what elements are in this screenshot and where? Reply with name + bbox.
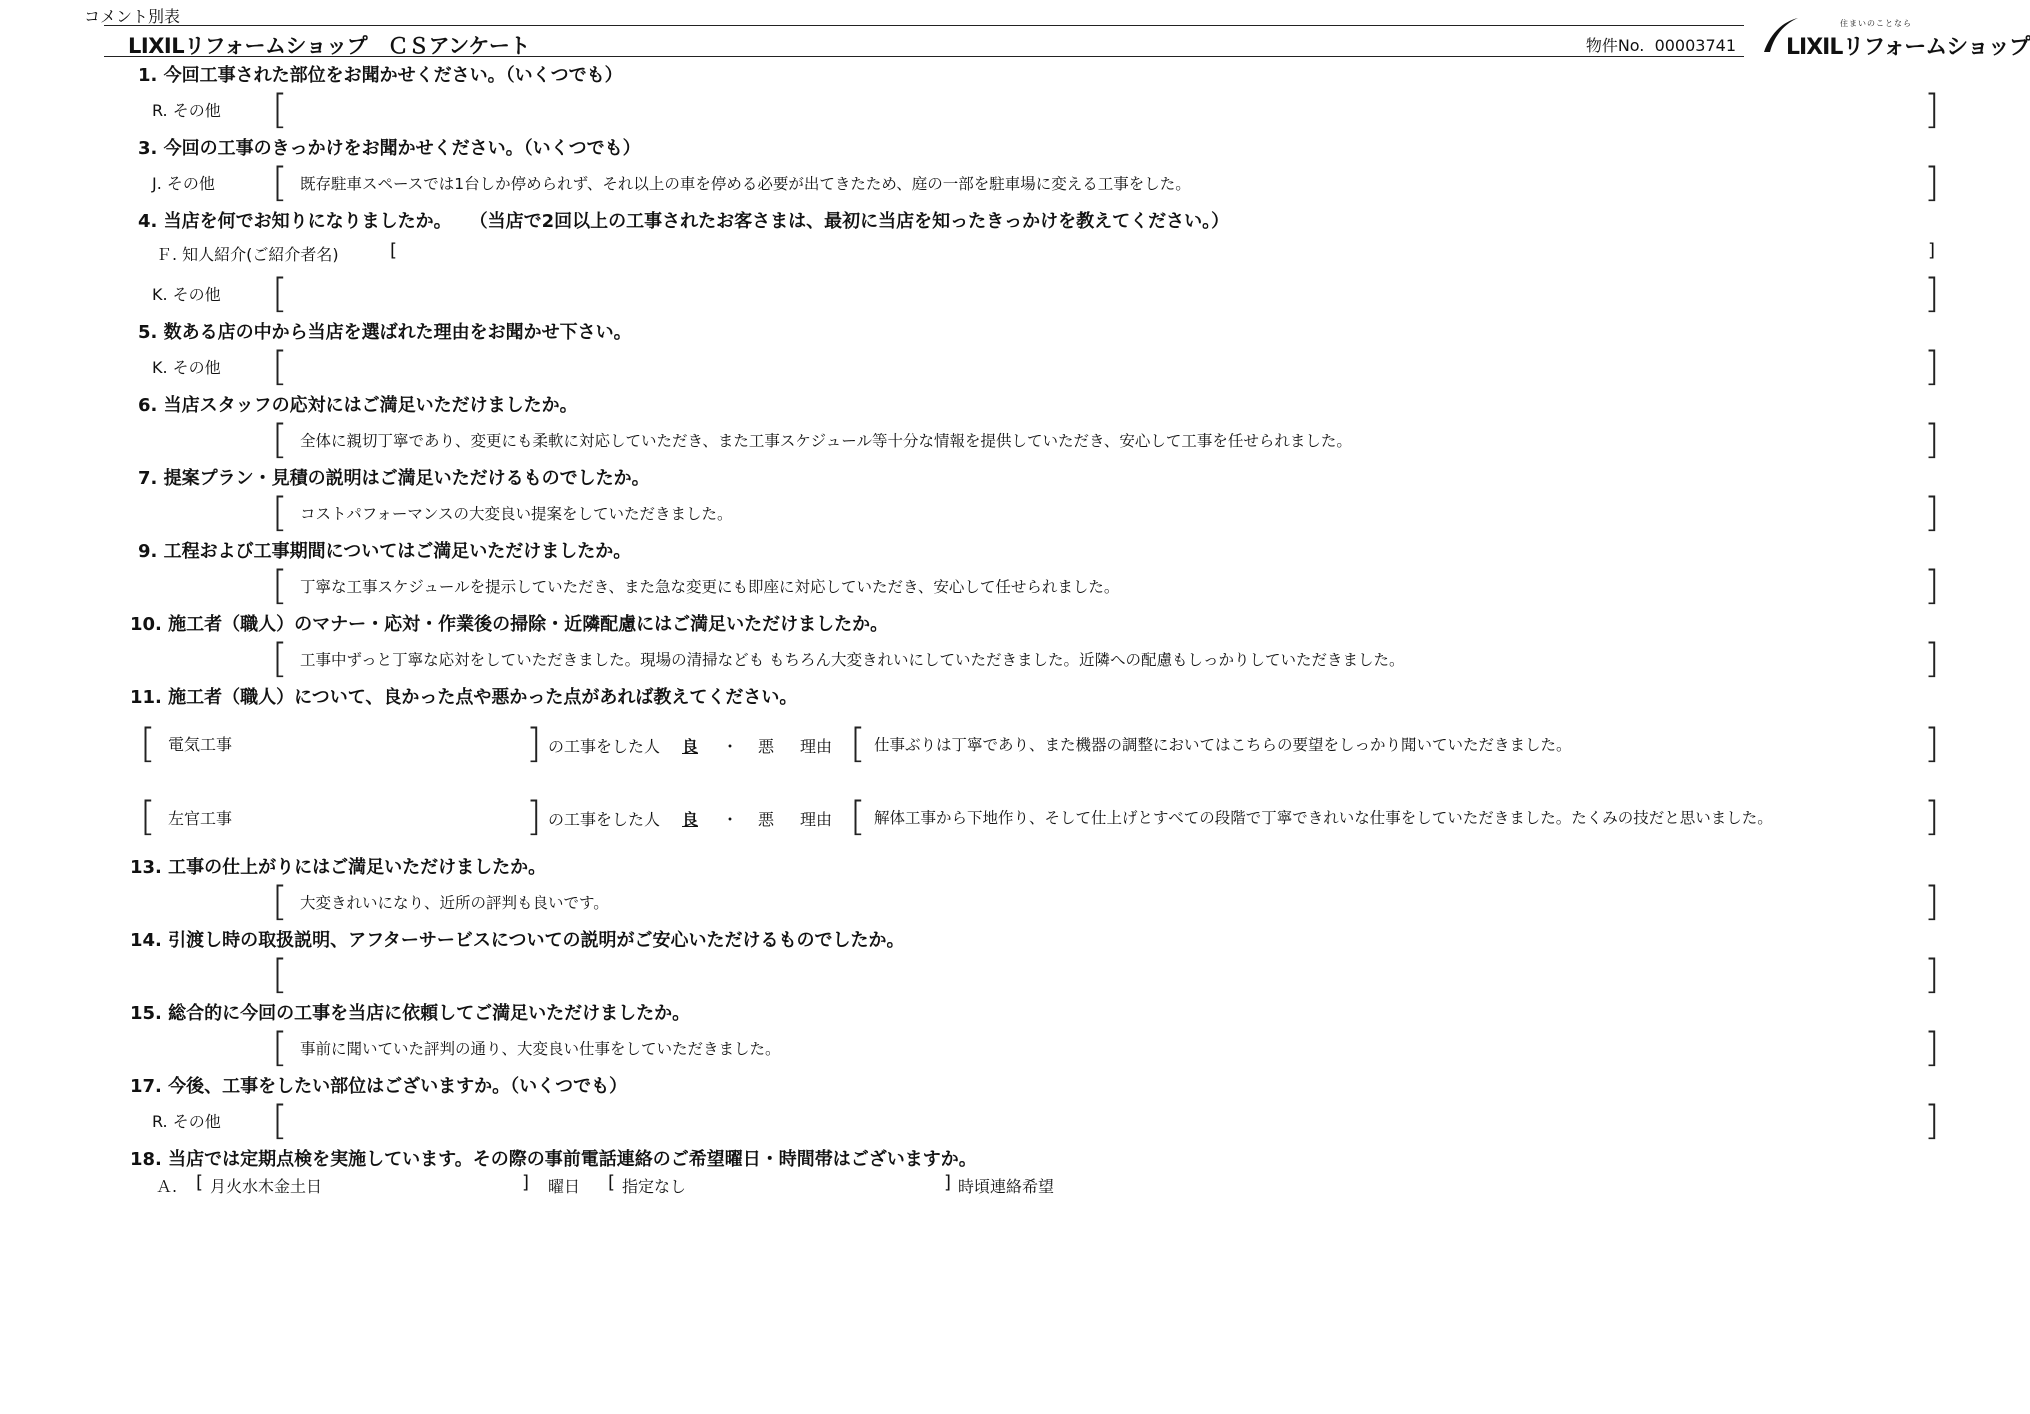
q4-question: 4. 当店を何でお知りになりましたか。 （当店で2回以上の工事されたお客さまは、最初に当店を知ったきっかけを教えてください。） (138, 211, 1230, 232)
q3-close-bracket: ] (1924, 160, 1940, 206)
q11-row2-dot: ・ (722, 810, 739, 829)
q18-days-suffix: 曜日 (548, 1177, 581, 1196)
q9-answer: 丁寧な工事スケジュールを提示していただき、また急な変更にも即座に対応していただき、安心して任せられました。 (300, 578, 1120, 596)
q6-open-bracket: [ (272, 417, 288, 463)
q14-question: 14. 引渡し時の取扱説明、アフターサービスについての説明がご安心いただけるものでしたか。 (130, 930, 905, 951)
q3-open-bracket: [ (272, 160, 288, 206)
q14-close-bracket: ] (1924, 952, 1940, 998)
property-number (1586, 33, 1736, 56)
q10-open-bracket: [ (272, 636, 288, 682)
q7-answer: コストパフォーマンスの大変良い提案をしていただきました。 (300, 505, 733, 523)
q6-close-bracket: ] (1924, 417, 1940, 463)
q4-f-close-bracket: ] (1928, 240, 1936, 261)
q11-row1-good: 良 (682, 737, 699, 756)
q4-k-close-bracket: ] (1924, 271, 1940, 317)
q11-row1-trade: 電気工事 (168, 735, 233, 754)
q11-row1-trade-open-bracket: [ (140, 721, 156, 767)
q11-row1-reason: 仕事ぶりは丁寧であり、また機器の調整においてはこちらの要望をしっかり聞いていただきました。 (874, 736, 1572, 754)
q3-answer: 既存駐車スペースでは1台しか停められず、それ以上の車を停める必要が出てきたため、庭の一部を駐車場に変える工事をした。 (300, 175, 1191, 193)
q18-days-close-bracket: ] (522, 1172, 530, 1193)
q13-answer: 大変きれいになり、近所の評判も良いです。 (300, 894, 609, 912)
lixil-logo (1760, 14, 2030, 60)
q11-row2-good: 良 (682, 810, 699, 829)
q7-question: 7. 提案プラン・見積の説明はご満足いただけるものでしたか。 (138, 468, 650, 489)
header-bottom-rule (104, 56, 1744, 57)
q18-days-open-bracket: [ (196, 1172, 204, 1193)
q11-row1-reason-label: 理由 (800, 737, 833, 756)
q1-option: R. その他 (152, 101, 221, 120)
q14-open-bracket: [ (272, 952, 288, 998)
q4-k-open-bracket: [ (272, 271, 288, 317)
q11-row1-reason-close-bracket: ] (1924, 721, 1940, 767)
q5-close-bracket: ] (1924, 344, 1940, 390)
q11-row2-worker-label: の工事をした人 (548, 810, 661, 829)
q17-close-bracket: ] (1924, 1098, 1940, 1144)
q18-time-open-bracket: [ (608, 1172, 616, 1193)
q11-row2-bad: 悪 (758, 810, 775, 829)
q6-question: 6. 当店スタッフの応対にはご満足いただけましたか。 (138, 395, 578, 416)
q15-question: 15. 総合的に今回の工事を当店に依頼してご満足いただけましたか。 (130, 1003, 691, 1024)
q15-open-bracket: [ (272, 1025, 288, 1071)
q17-option: R. その他 (152, 1112, 221, 1131)
q5-option: K. その他 (152, 358, 221, 377)
q11-row2-trade-open-bracket: [ (140, 794, 156, 840)
property-label: 物件No. (1585, 36, 1645, 55)
q7-close-bracket: ] (1924, 490, 1940, 536)
q18-option: Ａ. (156, 1177, 178, 1196)
q15-close-bracket: ] (1924, 1025, 1940, 1071)
q11-row1-bad: 悪 (758, 737, 775, 756)
q13-question: 13. 工事の仕上がりにはご満足いただけましたか。 (130, 857, 547, 878)
q11-row1-dot: ・ (722, 737, 739, 756)
q11-row2-reason-label: 理由 (800, 810, 833, 829)
q18-time-close-bracket: ] (944, 1172, 952, 1193)
logo-name: LIXILリフォームショップ (1786, 35, 2030, 60)
q13-open-bracket: [ (272, 879, 288, 925)
q4-f-open-bracket: [ (390, 240, 398, 261)
q18-time-suffix: 時頃連絡希望 (958, 1177, 1055, 1196)
q10-question: 10. 施工者（職人）のマナー・応対・作業後の掃除・近隣配慮にはご満足いただけましたか。 (130, 614, 889, 635)
q4-option-k: K. その他 (152, 285, 221, 304)
q1-question: 1. 今回工事された部位をお聞かせください。（いくつでも） (138, 65, 623, 86)
q11-row2-reason: 解体工事から下地作り、そして仕上げとすべての段階で丁寧できれいな仕事をしていただきました。たくみの技だと思いました。 (874, 809, 1773, 827)
q11-row1-worker-label: の工事をした人 (548, 737, 661, 756)
logo-tagline: 住まいのことなら (1840, 19, 1912, 28)
q10-close-bracket: ] (1924, 636, 1940, 682)
q17-open-bracket: [ (272, 1098, 288, 1144)
q18-question: 18. 当店では定期点検を実施しています。その際の事前電話連絡のご希望曜日・時間帯はございますか。 (130, 1149, 977, 1170)
q18-days: 月火水木金土日 (210, 1177, 323, 1196)
q4-option-f: Ｆ. 知人紹介(ご紹介者名) (156, 245, 339, 264)
q1-open-bracket: [ (272, 87, 288, 133)
q5-open-bracket: [ (272, 344, 288, 390)
q5-question: 5. 数ある店の中から当店を選ばれた理由をお聞かせ下さい。 (138, 322, 632, 343)
q1-close-bracket: ] (1924, 87, 1940, 133)
q18-time: 指定なし (622, 1177, 687, 1196)
q11-question: 11. 施工者（職人）について、良かった点や悪かった点があれば教えてください。 (130, 687, 798, 708)
q3-question: 3. 今回の工事のきっかけをお聞かせください。（いくつでも） (138, 138, 641, 159)
q15-answer: 事前に聞いていた評判の通り、大変良い仕事をしていただきました。 (300, 1040, 781, 1058)
q11-row2-trade-close-bracket: ] (526, 794, 542, 840)
q11-row1-reason-open-bracket: [ (850, 721, 866, 767)
q9-question: 9. 工程および工事期間についてはご満足いただけましたか。 (138, 541, 632, 562)
q11-row2-reason-close-bracket: ] (1924, 794, 1940, 840)
q9-open-bracket: [ (272, 563, 288, 609)
q10-answer: 工事中ずっと丁寧な応対をしていただきました。現場の清掃なども もちろん大変きれいにしていただきました。近隣への配慮もしっかりしていただきました。 (300, 651, 1405, 669)
q6-answer: 全体に親切丁寧であり、変更にも柔軟に対応していただき、また工事スケジュール等十分な情報を提供していただき、安心して工事を任せられました。 (300, 432, 1352, 450)
q11-row2-trade: 左官工事 (168, 809, 233, 828)
q11-row1-trade-close-bracket: ] (526, 721, 542, 767)
page-title: LIXILリフォームショップ ＣＳアンケート (128, 34, 530, 58)
q17-question: 17. 今後、工事をしたい部位はございますか。（いくつでも） (130, 1076, 628, 1097)
q9-close-bracket: ] (1924, 563, 1940, 609)
q3-option: J. その他 (152, 174, 215, 193)
sheet-label: コメント別表 (84, 7, 181, 26)
q11-row2-reason-open-bracket: [ (850, 794, 866, 840)
q7-open-bracket: [ (272, 490, 288, 536)
header-top-rule (104, 25, 1744, 26)
q13-close-bracket: ] (1924, 879, 1940, 925)
property-value: 00003741 (1654, 36, 1736, 55)
